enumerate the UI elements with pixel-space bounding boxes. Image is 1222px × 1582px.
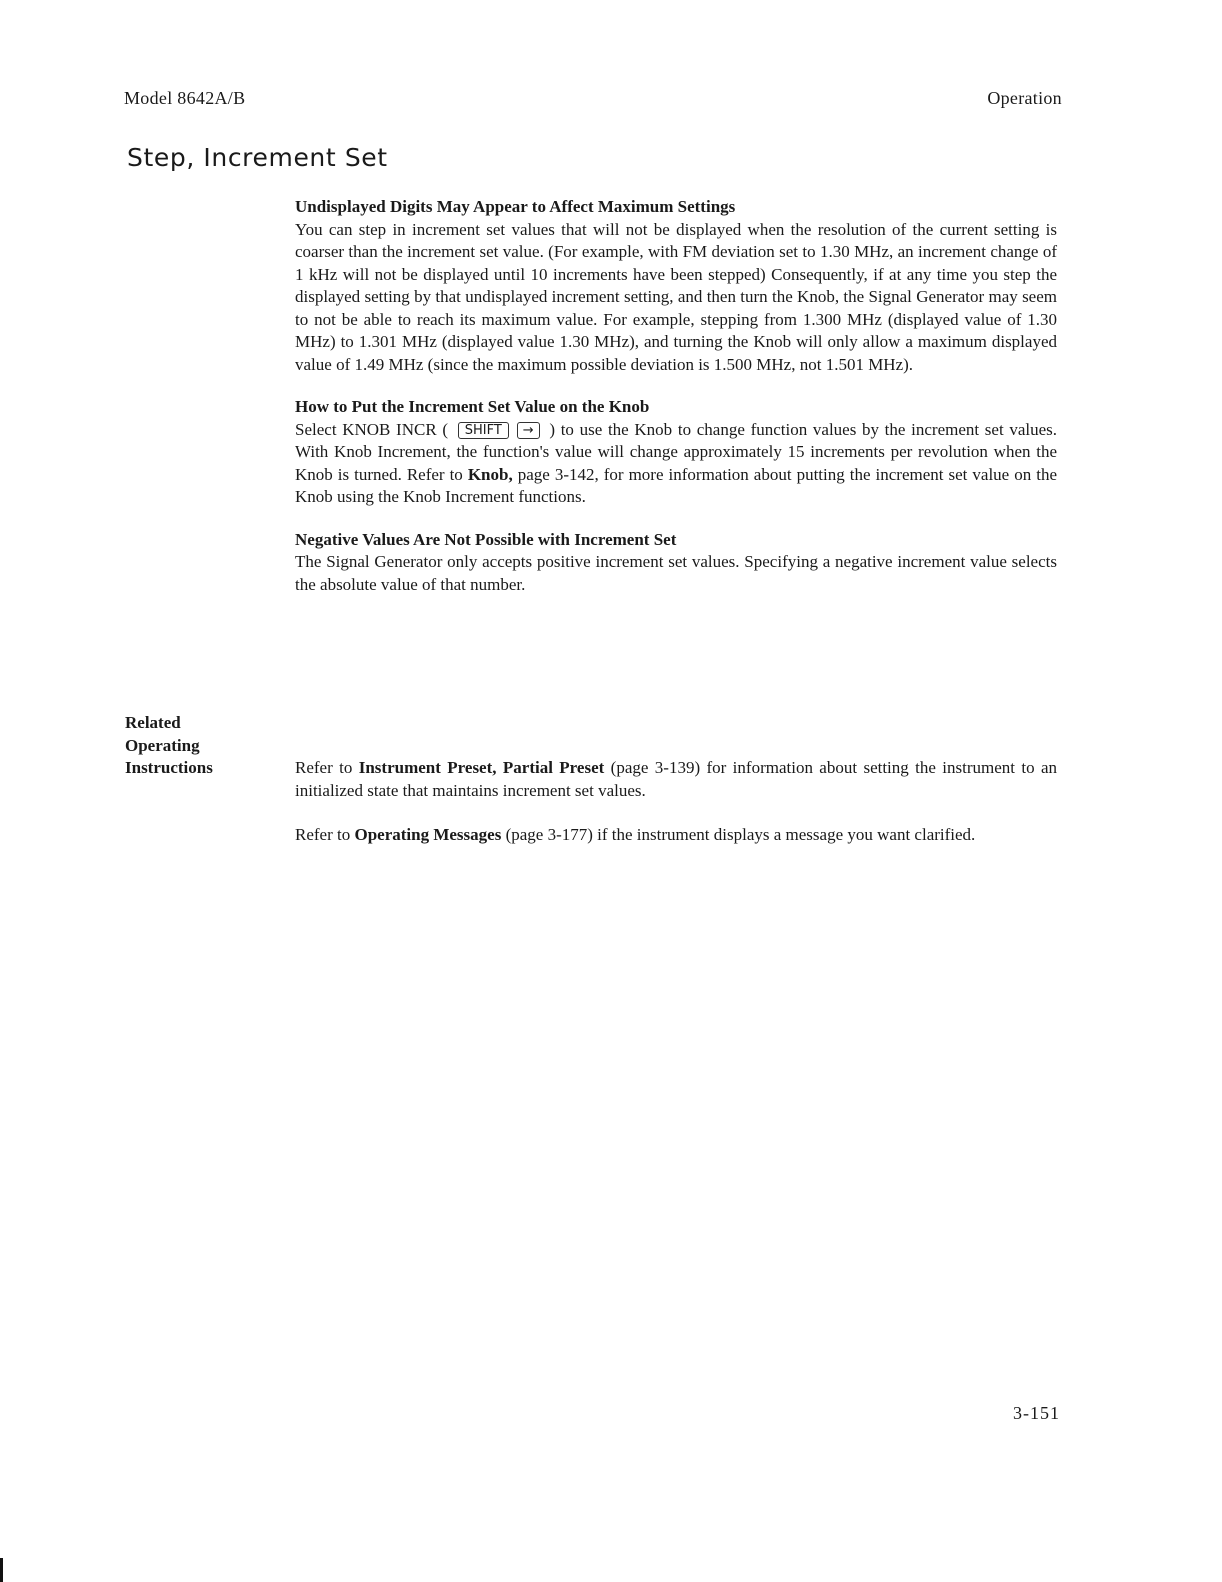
related-instructions-heading — [125, 712, 265, 780]
heading-line: Instructions — [125, 758, 213, 777]
subsection-body: You can step in increment set values that will not be displayed when the resolution of the current setting is coarser than the increment set value. (For example, with FM deviation set to 1.30 MHz, an increment change of 1 kHz will not be displayed until 10 increments have been stepped) Consequently, if at any time you step the displayed setting by that undisplayed increment setting, and then turn the Knob, the Signal Generator may seem to not be able to reach its maximum value. For example, stepping from 1.300 MHz (displayed value of 1.30 MHz) to 1.301 MHz (displayed value 1.30 MHz), and turning the Knob will only allow a maximum displayed value of 1.49 MHz (since the maximum possible deviation is 1.500 MHz, not 1.501 MHz). — [295, 219, 1057, 374]
knob-reference: Knob, — [467, 464, 513, 484]
heading-line: Related — [125, 713, 181, 732]
page-title: Step, Increment Set — [127, 143, 388, 172]
body-text: ) to use the Knob to change function values by the increment set values. With Knob Increment, the function's value will change approximately 15 increments per revolution when the Knob is turned. Refer to — [295, 419, 1058, 484]
subsection-negative-values — [295, 529, 1057, 597]
subsection-knob-increment — [295, 396, 1057, 509]
subsection-title: Negative Values Are Not Possible with Increment Set — [295, 529, 677, 549]
section-label: Operation — [987, 88, 1062, 108]
related-instructions-content — [295, 757, 1057, 869]
subsection-undisplayed-digits — [295, 196, 1057, 376]
body-text: Refer to — [295, 825, 351, 844]
body-text: page 3-142, for more information about putting the increment set value on the Knob using the Knob Increment functions. — [295, 464, 1058, 506]
preset-reference: Instrument Preset, Partial Preset — [358, 758, 605, 777]
right-arrow-key-icon: → — [517, 422, 540, 439]
heading-line: Operating — [125, 735, 200, 755]
subsection-body: The Signal Generator only accepts positive increment set values. Specifying a negative increment value selects the absolute value of that number. — [295, 552, 1057, 594]
subsection-title: Undisplayed Digits May Appear to Affect Maximum Settings — [295, 197, 736, 216]
body-text: Refer to — [295, 758, 353, 777]
shift-key-icon: SHIFT — [458, 422, 509, 439]
related-paragraph-preset — [295, 757, 1057, 802]
subsection-title: How to Put the Increment Set Value on the Knob — [295, 397, 650, 416]
model-label: Model 8642A/B — [124, 88, 246, 108]
subsection-body — [295, 419, 1057, 509]
body-text: (page 3-139) for information about setting the instrument to an initialized state that maintains increment set values. — [295, 758, 1058, 800]
body-text: Select KNOB INCR ( — [295, 419, 449, 439]
main-content — [295, 196, 1057, 616]
page-number: 3-151 — [1013, 1403, 1060, 1423]
scan-edge-mark — [0, 1558, 3, 1582]
related-paragraph-messages — [295, 824, 1057, 847]
messages-reference: Operating Messages — [354, 825, 502, 844]
body-text: (page 3-177) if the instrument displays a message you want clarified. — [505, 825, 976, 844]
